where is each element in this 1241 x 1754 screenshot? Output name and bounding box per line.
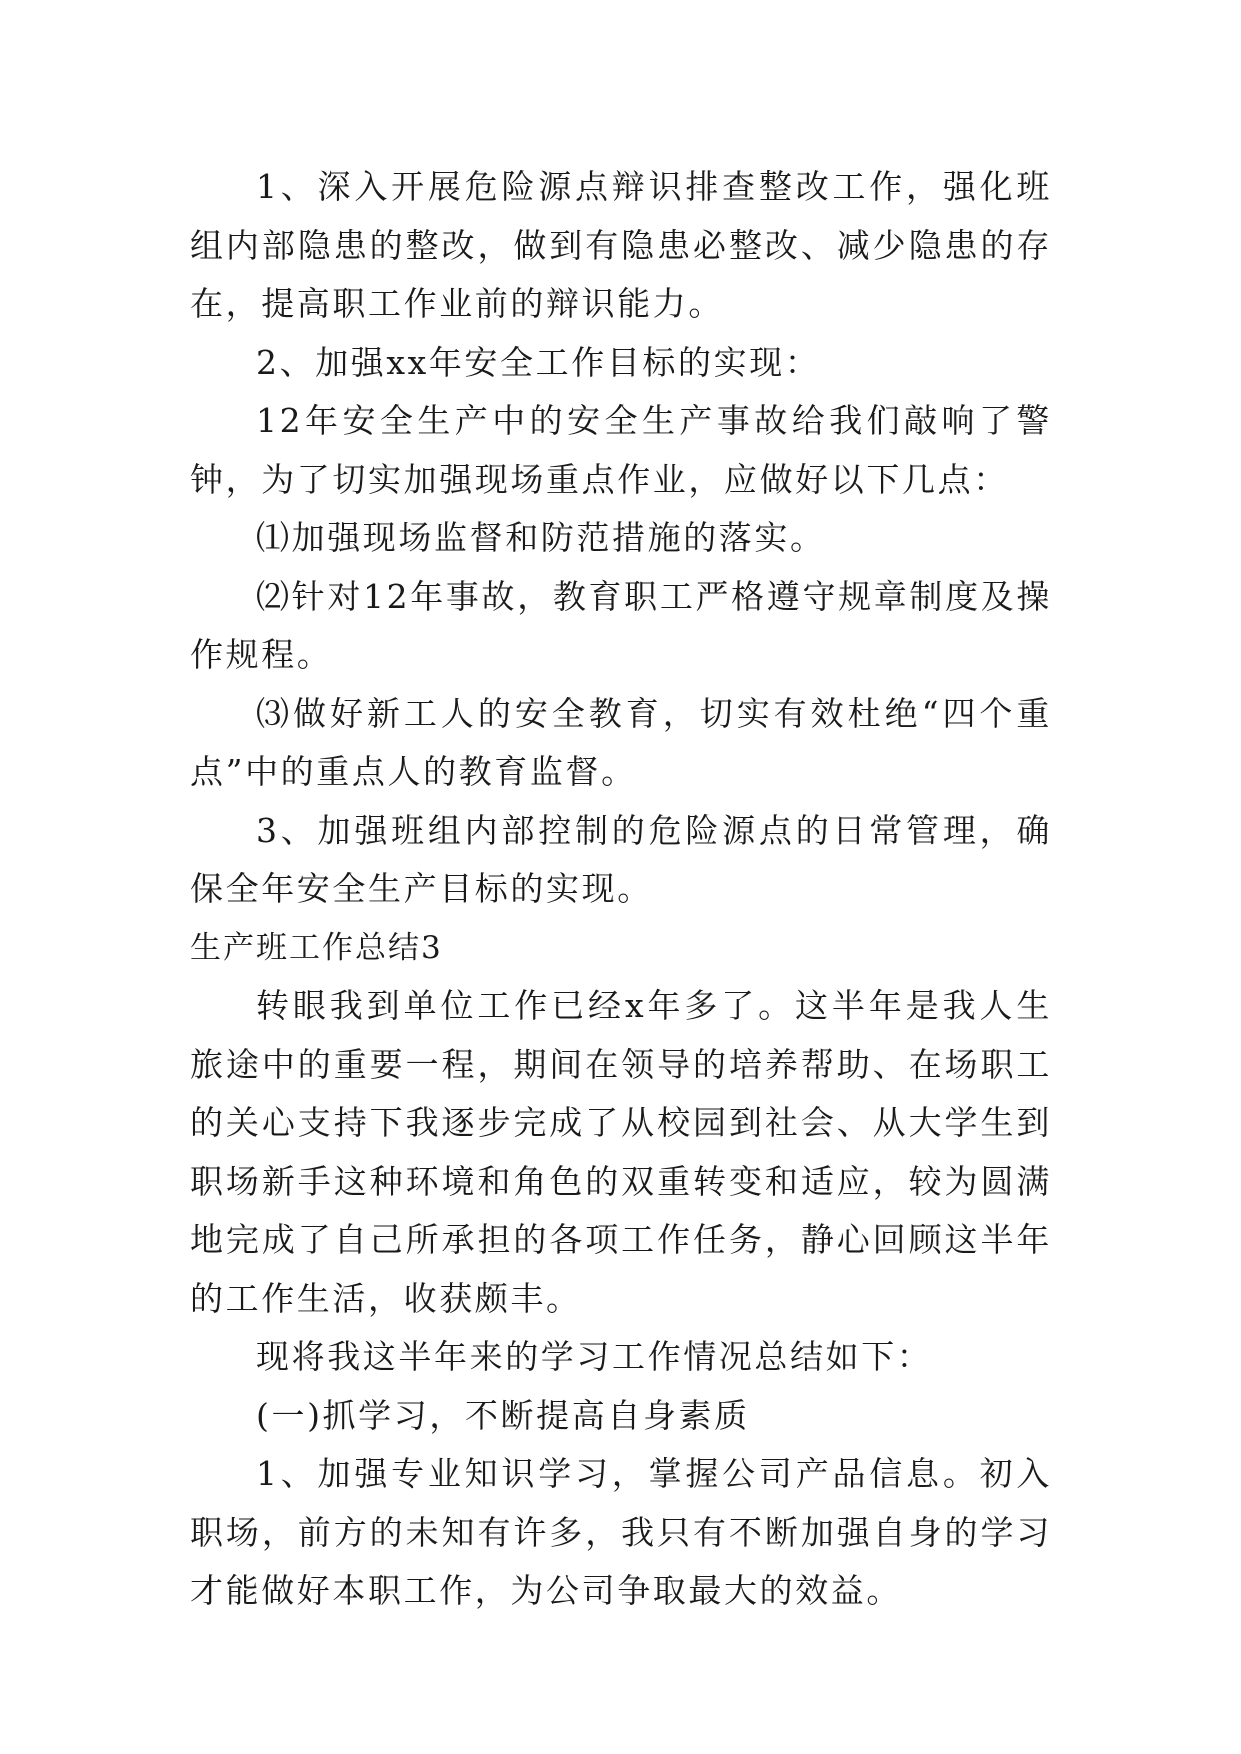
section-heading: 生产班工作总结3	[190, 929, 443, 966]
paragraph-intro: 转眼我到单位工作已经x年多了。这半年是我人生旅途中的重要一程，期间在领导的培养帮助、在场职工的关心支持下我逐步完成了从校园到社会、从大学生到职场新手这种环境和角色的双重转变和适应，较为圆满地完成了自己所承担的各项工作任务，静心回顾这半年的工作生活，收获颇丰。	[190, 986, 1052, 1318]
paragraph-safety-goal: 2、加强xx年安全工作目标的实现：	[256, 342, 821, 382]
list-item-supervision: ⑴加强现场监督和防范措施的落实。	[256, 518, 826, 557]
subheading-study: (一)抓学习，不断提高自身素质	[256, 1395, 750, 1435]
document-body	[190, 158, 1052, 1621]
paragraph-accident-warning: 12年安全生产中的安全生产事故给我们敲响了警钟，为了切实加强现场重点作业，应做好以下几点：	[190, 401, 1052, 499]
paragraph-hazard-inspection: 1、深入开展危险源点辩识排查整改工作，强化班组内部隐患的整改，做到有隐患必整改、减少隐患的存在，提高职工作业前的辩识能力。	[190, 167, 1052, 323]
paragraph-professional-study: 1、加强专业知识学习，掌握公司产品信息。初入职场，前方的未知有许多，我只有不断加强自身的学习才能做好本职工作，为公司争取最大的效益。	[190, 1454, 1052, 1610]
list-item-new-workers: ⑶做好新工人的安全教育，切实有效杜绝“四个重点”中的重点人的教育监督。	[190, 693, 1052, 791]
paragraph-summary-lead: 现将我这半年来的学习工作情况总结如下：	[256, 1337, 933, 1376]
paragraph-daily-management: 3、加强班组内部控制的危险源点的日常管理，确保全年安全生产目标的实现。	[190, 810, 1052, 908]
list-item-education: ⑵针对12年事故，教育职工严格遵守规章制度及操作规程。	[190, 576, 1052, 674]
